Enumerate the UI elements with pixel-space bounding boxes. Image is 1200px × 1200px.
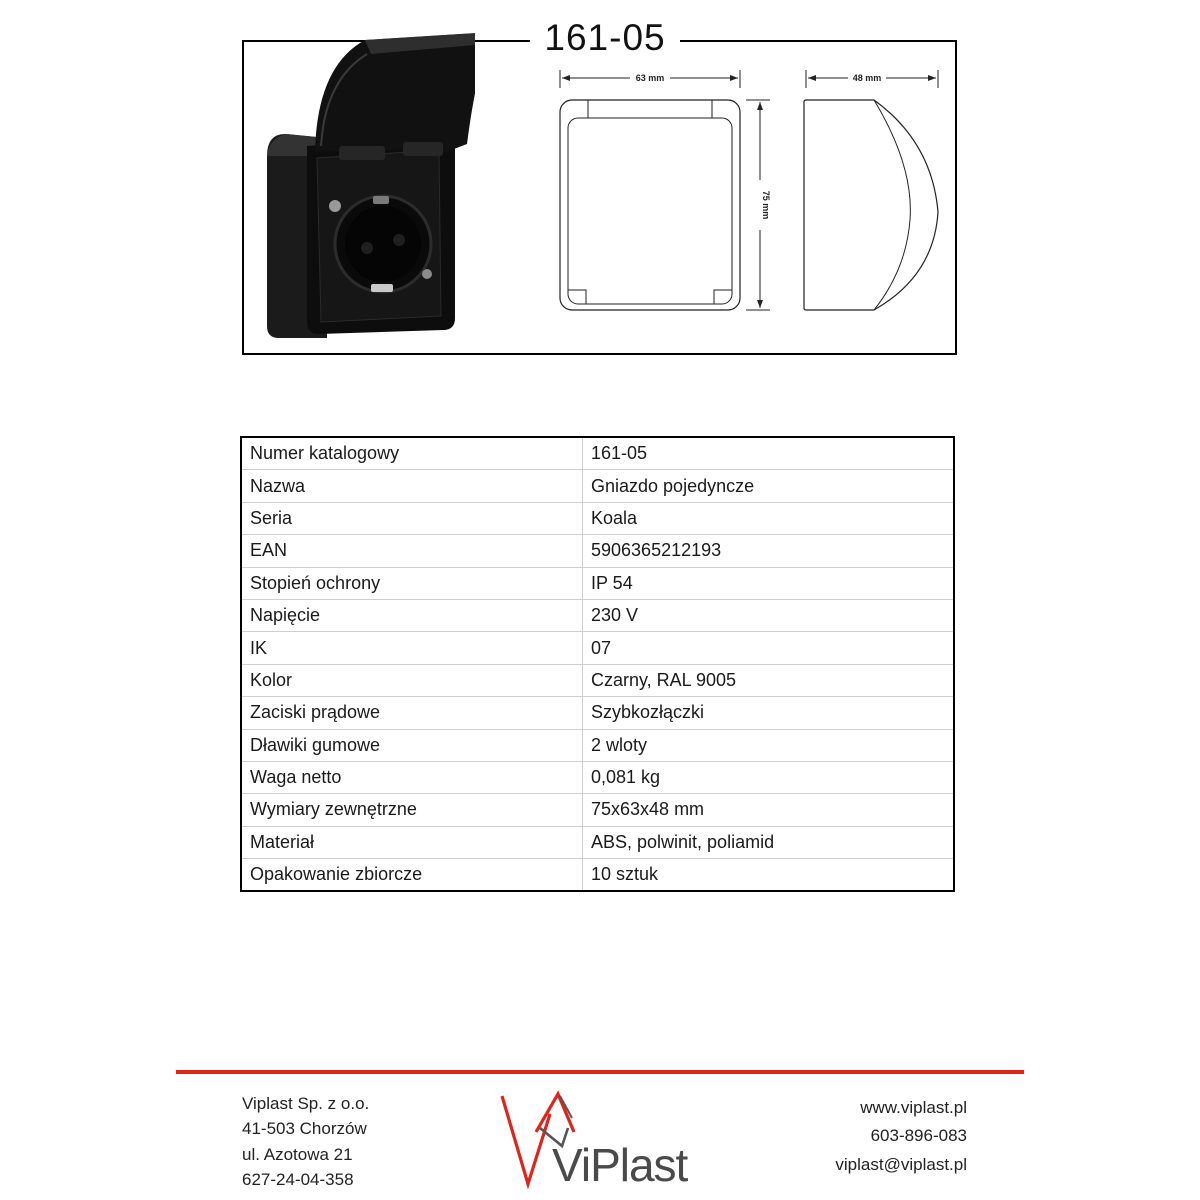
spec-value: ABS, polwinit, poliamid [583, 826, 955, 858]
spec-row [241, 599, 954, 631]
spec-row [241, 859, 954, 892]
contact-email[interactable]: viplast@viplast.pl [835, 1154, 967, 1174]
spec-value: Szybkozłączki [583, 697, 955, 729]
spec-label: IK [241, 632, 583, 664]
spec-label: Numer katalogowy [241, 437, 583, 470]
spec-value: 10 sztuk [591, 864, 659, 885]
spec-row [241, 632, 954, 664]
spec-row [241, 729, 954, 761]
spec-label: Napięcie [241, 599, 583, 631]
dim-depth-label: 48 mm [852, 73, 882, 83]
spec-row [241, 761, 954, 793]
spec-row [241, 664, 954, 696]
spec-value: 161-05 [583, 437, 955, 470]
spec-row [241, 697, 954, 729]
contact-info [835, 1094, 967, 1179]
spec-label: Dławiki gumowe [241, 729, 583, 761]
spec-row [241, 826, 954, 858]
spec-row [241, 437, 954, 470]
spec-table-body [241, 437, 954, 891]
spec-label: Wymiary zewnętrzne [241, 794, 583, 826]
spec-value: 5906365212193 [583, 535, 955, 567]
dim-height-label: 75 mm [761, 190, 771, 220]
spec-label: Opakowanie zbiorcze [241, 859, 583, 892]
website-link[interactable]: www.viplast.pl [860, 1098, 967, 1117]
company-office-phone: 627-24-04-358 [242, 1169, 354, 1189]
spec-label: Kolor [241, 664, 583, 696]
spec-label: Zaciski prądowe [241, 697, 583, 729]
spec-row [241, 535, 954, 567]
spec-value: IP 54 [583, 567, 955, 599]
spec-label: EAN [241, 535, 583, 567]
spec-label: Materiał [241, 826, 583, 858]
technical-drawing [550, 62, 950, 322]
spec-value: 230 V [583, 599, 955, 631]
footer-divider [176, 1070, 1024, 1074]
spec-row [241, 567, 954, 599]
spec-label: Waga netto [241, 761, 583, 793]
spec-label: Nazwa [241, 470, 583, 502]
spec-row [241, 502, 954, 534]
company-address [242, 1091, 369, 1192]
socket-photo [255, 26, 475, 344]
company-name: Viplast Sp. z o.o. [242, 1094, 370, 1113]
spec-value: Gniazdo pojedyncze [583, 470, 955, 502]
spec-value: 07 [583, 632, 955, 664]
company-postal: 41-503 Chorzów [242, 1119, 367, 1139]
spec-value: 2 wloty [583, 729, 955, 761]
spec-value: Koala [583, 502, 955, 534]
brand-wordmark: ViPlast [552, 1139, 688, 1191]
spec-row [241, 794, 954, 826]
spec-label: Stopień ochrony [241, 567, 583, 599]
spec-table [240, 436, 955, 892]
contact-phone: 603-896-083 [870, 1126, 967, 1146]
spec-value: Czarny, RAL 9005 [583, 664, 955, 696]
spec-row [241, 470, 954, 502]
dim-width-label: 63 mm [635, 73, 665, 83]
company-street: ul. Azotowa 21 [242, 1144, 353, 1164]
product-code-title: 161-05 [530, 16, 680, 60]
spec-value: 0,081 kg [583, 761, 955, 793]
spec-label: Seria [241, 502, 583, 534]
spec-value: 75x63x48 mm [583, 794, 955, 826]
